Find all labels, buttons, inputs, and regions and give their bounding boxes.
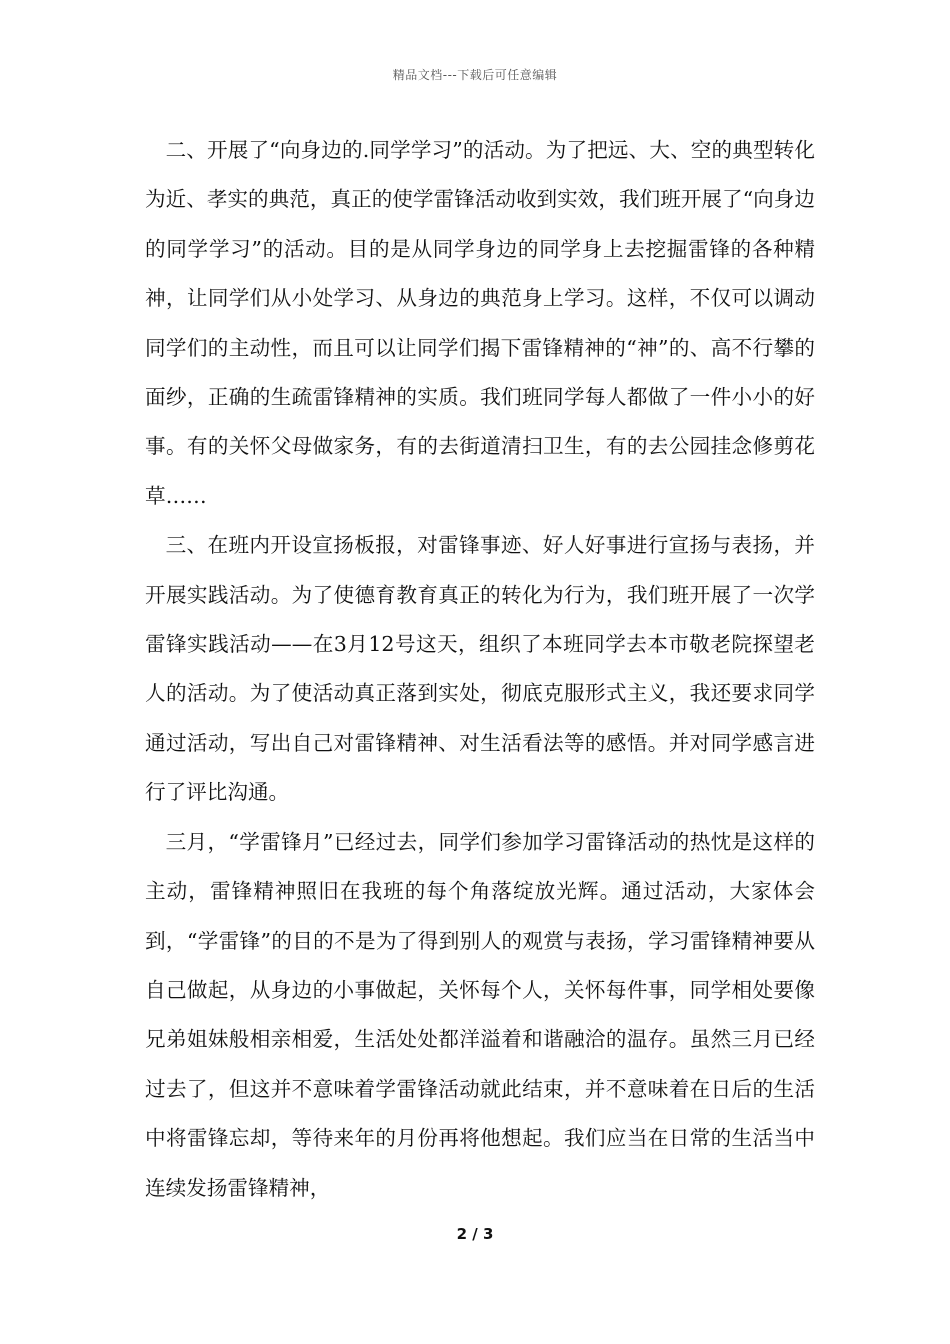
page-header: 精品文档---下载后可任意编辑 [392, 68, 558, 82]
paragraph-activity-three: 三、在班内开设宣扬板报，对雷锋事迹、好人好事进行宣扬与表扬，并开展实践活动。为了使德育教育真正的转化为行为，我们班开展了一次学雷锋实践活动——在3月12号这天，组织了本班同学去本市敬老院探望老人的活动。为了使活动真正落到实处，彻底克服形式主义，我还要求同学通过活动，写出自己对雷锋精神、对生活看法等的感悟。并对同学感言进行了评比沟通。 [145, 533, 815, 805]
paragraph-activity-two: 二、开展了“向身边的.同学学习”的活动。为了把远、大、空的典型转化为近、孝实的典范，真正的使学雷锋活动收到实效，我们班开展了“向身边的同学学习”的活动。目的是从同学身边的同学身上去挖掘雷锋的各种精神，让同学们从小处学习、从身边的典范身上学习。这样，不仅可以调动同学们的主动性，而且可以让同学们揭下雷锋精神的“神”的、高不行攀的面纱，正确的生疏雷锋精神的实质。我们班同学每人都做了一件小小的好事。有的关怀父母做家务，有的去街道清扫卫生，有的去公园挂念修剪花草…… [145, 138, 815, 508]
paragraph-summary: 三月，“学雷锋月”已经过去，同学们参加学习雷锋活动的热忱是这样的主动，雷锋精神照旧在我班的每个角落绽放光辉。通过活动，大家体会到，“学雷锋”的目的不是为了得到别人的观赏与表扬，学习雷锋精神要从自己做起，从身边的小事做起，关怀每个人，关怀每件事，同学相处要像兄弟姐妹般相亲相爱，生活处处都洋溢着和谐融洽的温存。虽然三月已经过去了，但这并不意味着学雷锋活动就此结束，并不意味着在日后的生活中将雷锋忘却，等待来年的月份再将他想起。我们应当在日常的生活当中连续发扬雷锋精神， [145, 829, 815, 1200]
page-number: 2 / 3 [456, 1225, 494, 1243]
document-body [145, 126, 815, 1213]
